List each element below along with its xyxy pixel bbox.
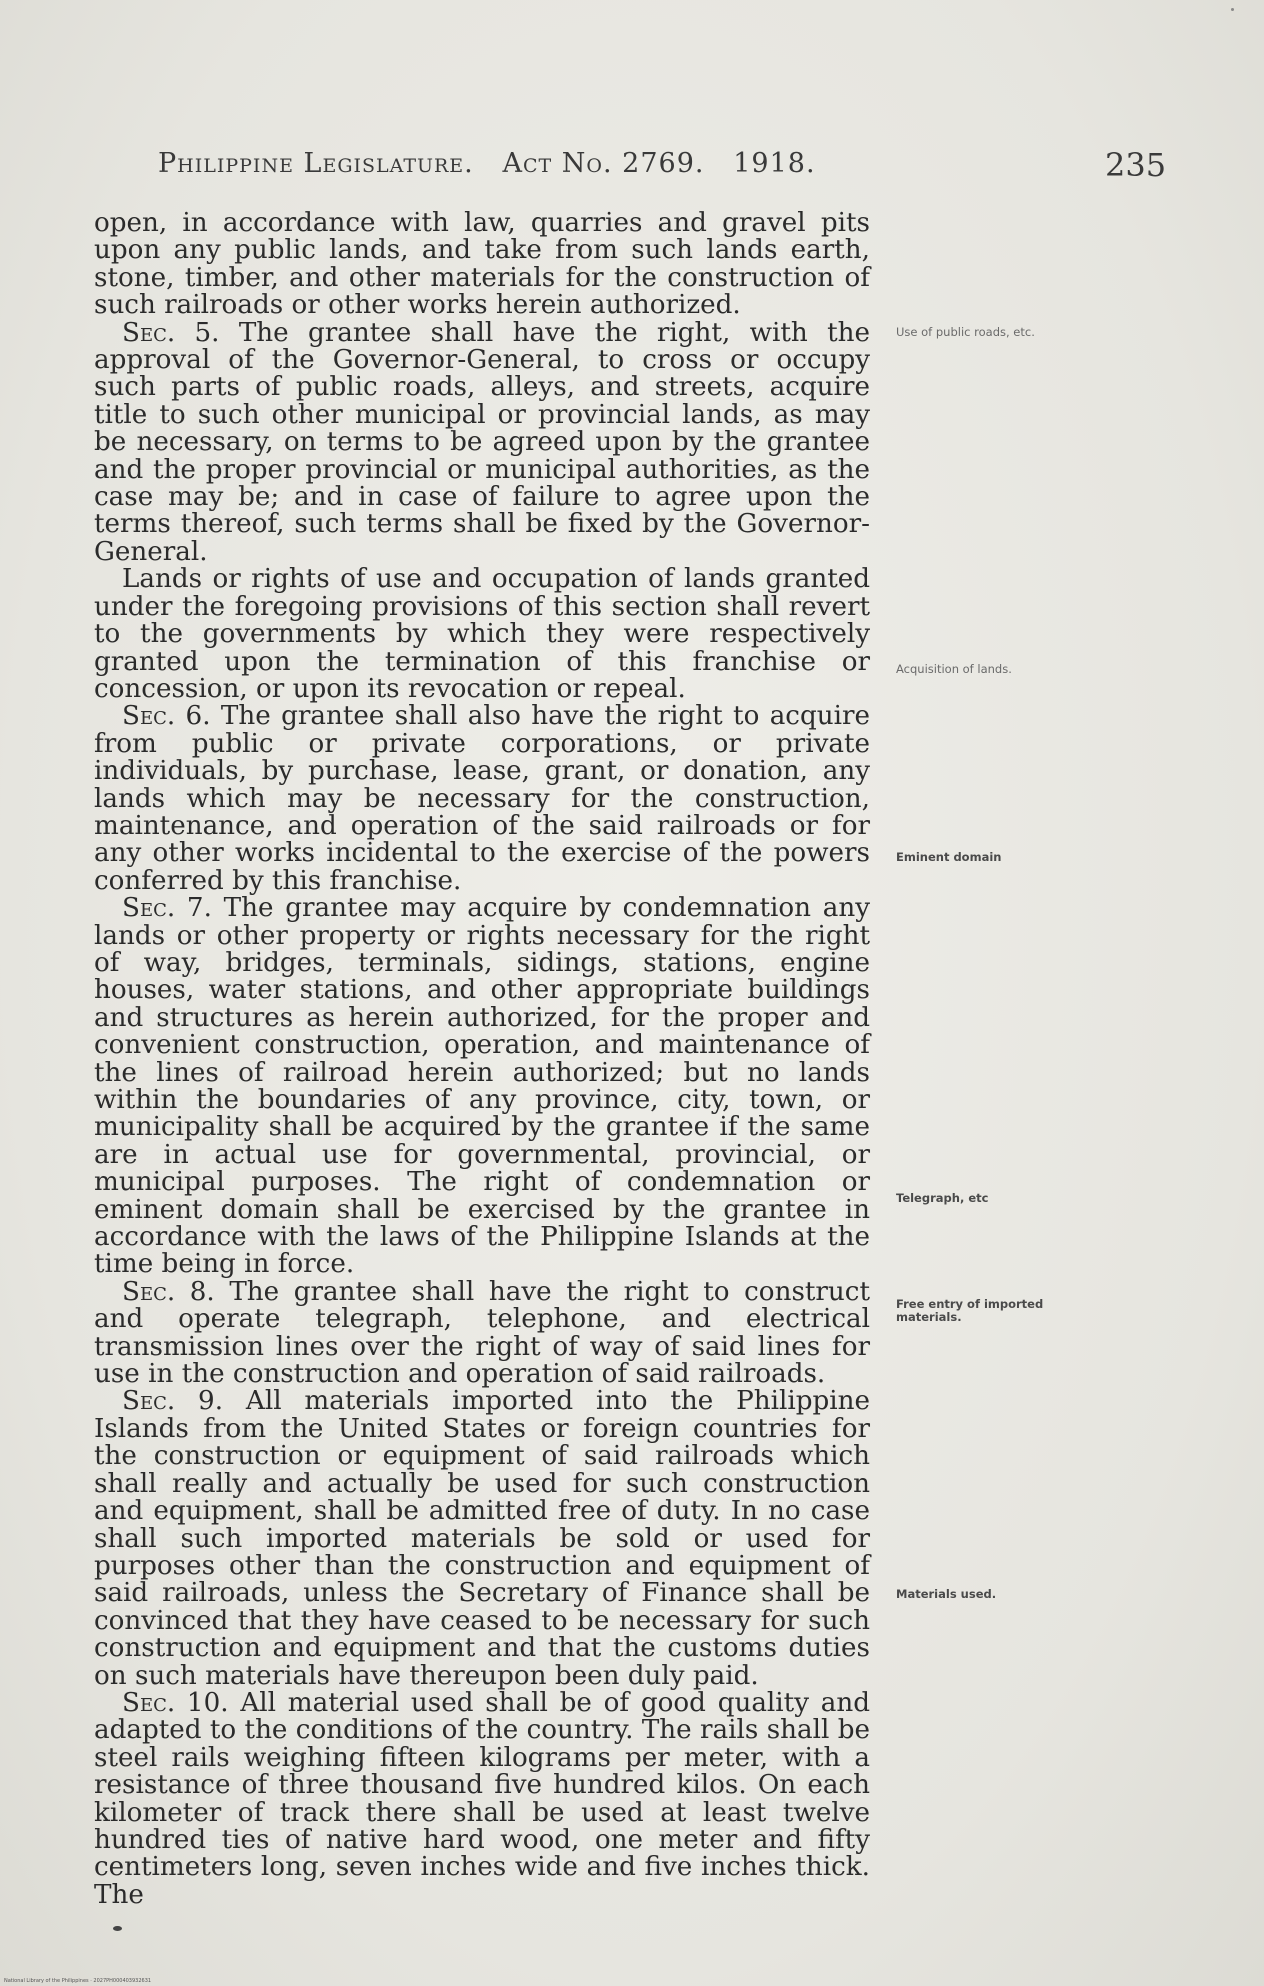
section-paragraph — [94, 1276, 870, 1390]
margin-note-telegraph: Telegraph, etc — [896, 1191, 989, 1205]
act-number: Act No. 2769. — [502, 148, 705, 179]
section-label: Sec. 5. — [122, 317, 220, 348]
paragraph-text: Lands or rights of use and occupation of lands granted under the foregoing provisions of this section shall revert to the governments by which they were respectively granted upon the termination of this franchise or concession, or upon its revocation or repeal. — [94, 564, 870, 704]
section-paragraph — [94, 1388, 870, 1689]
section-paragraph — [94, 895, 870, 1279]
section-label: Sec. 6. — [122, 701, 211, 732]
margin-note-acquisition: Acquisition of lands. — [896, 662, 1012, 676]
paragraph-text: The grantee shall have the right, with the approval of the Governor-General, to cross or occupy such parts of public roads, alleys, and streets, acquire title to such other municipal or provincial lands, as may be necessary, on terms to be agreed upon by the grantee and the proper provincial or municipal authorities, as the case may be; and in case of failure to agree upon the terms thereof, such terms shall be fixed by the Governor-General. — [94, 317, 870, 567]
margin-note-public-roads: Use of public roads, etc. — [896, 325, 1035, 339]
running-header — [158, 148, 1098, 179]
paragraph-text: All materials imported into the Philippine Islands from the United States or foreign countries for the construction or equipment of said railroads which shall really and actually be used for such construction and equipment, shall be admitted free of duty. In no case shall such imported materials be sold or used for purposes other than the construction and equipment of said railroads, unless the Secretary of Finance shall be convinced that they have ceased to be necessary for such construction and equipment and that the customs duties on such materials have thereupon been duly paid. — [94, 1386, 870, 1691]
margin-note-free-entry: Free entry of imported materials. — [896, 1297, 1044, 1324]
section-paragraph — [94, 703, 870, 895]
footer-credit: National Library of the Philippines · 2027PH000403932631 — [4, 1978, 152, 1984]
page-number: 235 — [1105, 146, 1167, 184]
paragraph-text: The grantee shall also have the right to acquire from public or private corporations, or private individuals, by purchase, lease, grant, or donation, any lands which may be necessary for the construction, maintenance, and operation of the said railroads or for any other works incidental to the exercise of the powers conferred by this franchise. — [94, 701, 870, 896]
ink-speck — [113, 1926, 122, 1931]
paragraph — [94, 210, 870, 320]
section-paragraph — [94, 1687, 871, 1910]
paragraph-text: The grantee may acquire by condemnation any lands or other property or rights necessary for the right of way, bridges, terminals, sidings, stations, engine houses, water stations, and other appropriate buildings and structures as herein authorized, for the proper and convenient construction, operation, and maintenance of the lines of railroad herein authorized; but no lands within the boundaries of any province, city, town, or municipality shall be acquired by the grantee if the same are in actual use for governmental, provincial, or municipal purposes. The right of condemnation or eminent domain shall be exercised by the grantee in accordance with the laws of the Philippine Islands at the time being in force. — [94, 893, 870, 1280]
paragraph — [94, 566, 870, 703]
paragraph-text: open, in accordance with law, quarries and gravel pits upon any public lands, and take from such lands earth, stone, timber, and other materials for the construction of such railroads or other works herein authorized. — [94, 208, 870, 321]
section-label: Sec. 9. — [122, 1386, 224, 1417]
running-title: Philippine Legislature. — [158, 148, 474, 179]
paragraph-text: All material used shall be of good quality and adapted to the conditions of the country. The rails shall be steel rails weighing fifteen kilograms per meter, with a resistance of three thousand five hundred kilos. On each kilometer of track there shall be used at least twelve hundred ties of native hard wood, one meter and fifty centimeters long, seven inches wide and five inches thick. The — [94, 1687, 871, 1910]
section-paragraph — [94, 317, 870, 567]
section-label: Sec. 7. — [122, 893, 212, 924]
paragraph-text: The grantee shall have the right to construct and operate telegraph, telephone, and electrical transmission lines over the right of way of said lines for use in the construction and operation of said railroads. — [94, 1276, 870, 1390]
section-label: Sec. 10. — [122, 1687, 229, 1718]
margin-note-materials: Materials used. — [896, 1587, 997, 1601]
body-text — [94, 210, 870, 1909]
act-year: 1918. — [733, 148, 816, 179]
margin-note-eminent-domain: Eminent domain — [896, 850, 1002, 864]
section-label: Sec. 8. — [122, 1276, 215, 1307]
ink-speck — [1231, 8, 1234, 11]
